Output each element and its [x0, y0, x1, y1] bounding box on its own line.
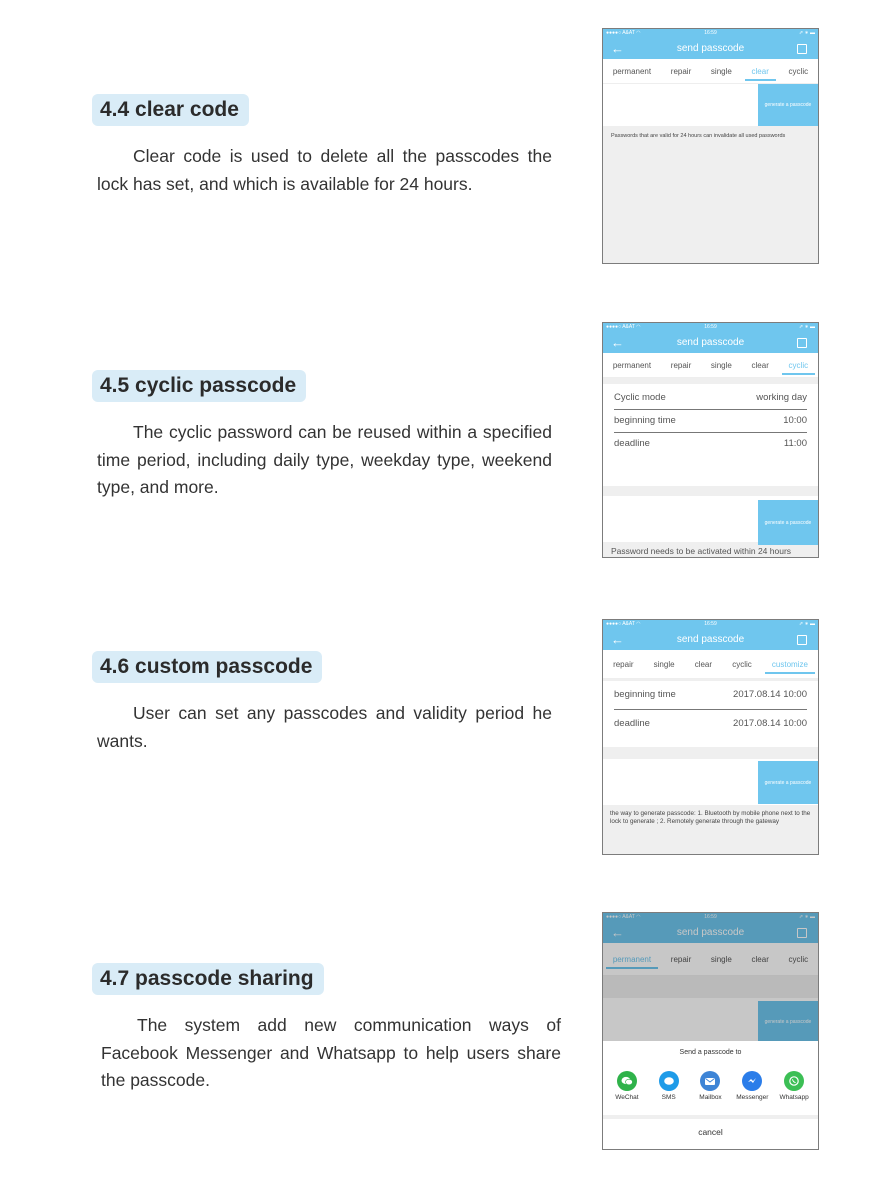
phone-screenshot-sharing [602, 912, 819, 1150]
tab-clear[interactable]: clear [751, 954, 769, 964]
share-whatsapp-label: Whatsapp [779, 1094, 809, 1101]
status-time: 16:59 [704, 914, 717, 920]
deadline-value: 11:00 [783, 438, 807, 449]
content-area [603, 84, 818, 264]
beginning-time-value: 2017.08.14 10:00 [733, 689, 807, 700]
share-app-list [603, 1071, 818, 1101]
edit-icon[interactable] [797, 635, 807, 645]
share-sms-label: SMS [661, 1094, 676, 1101]
section-body-custom-passcode: User can set any passcodes and validity period he wants. [97, 703, 552, 751]
tab-repair[interactable]: repair [670, 66, 692, 76]
cyclic-mode-label: Cyclic mode [614, 392, 666, 403]
tab-bar [603, 650, 818, 679]
status-bar [603, 323, 818, 332]
share-mailbox-label: Mailbox [699, 1094, 722, 1101]
generate-passcode-button[interactable]: generate a passcode [758, 1001, 818, 1043]
share-sheet [603, 1041, 818, 1149]
tab-bar [603, 353, 818, 378]
tab-customize[interactable]: customize [769, 660, 811, 669]
status-icons: ⇗ ∗ ▬ [798, 621, 815, 627]
status-icons: ⇗ ∗ ▬ [798, 914, 815, 920]
mailbox-icon [700, 1071, 720, 1091]
deadline-value: 2017.08.14 10:00 [733, 718, 807, 729]
section-body-clear-code: Clear code is used to delete all the passcodes the lock has set, and which is available for 24 hours. [97, 146, 552, 194]
form-panel [603, 681, 818, 747]
edit-icon[interactable] [797, 44, 807, 54]
carrier-label: ●●●●○ A&AT ◠ [606, 621, 641, 627]
generate-passcode-button[interactable]: generate a passcode [758, 761, 818, 804]
hint-text: Password needs to be activated within 24 hours [611, 546, 792, 556]
beginning-time-value: 10:00 [783, 415, 807, 426]
nav-bar [603, 332, 818, 353]
share-wechat-label: WeChat [615, 1094, 639, 1101]
back-arrow-icon[interactable]: ← [611, 925, 624, 940]
section-body-passcode-sharing: The system add new communication ways of Facebook Messenger and Whatsapp to help users share the passcode. [101, 1015, 561, 1090]
tab-clear[interactable]: clear [694, 659, 713, 669]
nav-title: send passcode [676, 43, 745, 54]
tab-repair[interactable]: repair [613, 659, 634, 669]
tab-permanent[interactable]: permanent [610, 955, 654, 964]
phone-screenshot-clear [602, 28, 819, 264]
status-time: 16:59 [704, 621, 717, 627]
phone-screenshot-cyclic [602, 322, 819, 558]
form-panel [603, 384, 818, 486]
status-icons: ⇗ ∗ ▬ [798, 30, 815, 36]
status-time: 16:59 [704, 324, 717, 330]
whatsapp-icon [784, 1071, 804, 1091]
tab-single[interactable]: single [653, 659, 675, 669]
cyclic-mode-field[interactable] [614, 387, 807, 410]
tab-cyclic[interactable]: cyclic [788, 66, 809, 76]
generate-passcode-button[interactable]: generate a passcode [758, 84, 818, 126]
share-messenger[interactable] [732, 1071, 772, 1101]
nav-bar [603, 38, 818, 59]
tab-permanent[interactable]: permanent [612, 360, 652, 370]
nav-title: send passcode [676, 634, 745, 645]
section-body-cyclic-passcode: The cyclic password can be reused within a specified time period, including daily type, weekday type, weekend type, and more. [97, 422, 552, 497]
section-title-cyclic-passcode: 4.5 cyclic passcode [92, 370, 306, 402]
beginning-time-field[interactable] [614, 410, 807, 433]
share-whatsapp[interactable] [774, 1071, 814, 1101]
status-icons: ⇗ ∗ ▬ [798, 324, 815, 330]
deadline-label: deadline [614, 438, 650, 449]
phone-screenshot-custom [602, 619, 819, 855]
tab-bar [603, 59, 818, 84]
section-title-clear-code: 4.4 clear code [92, 94, 249, 126]
section-title-passcode-sharing: 4.7 passcode sharing [92, 963, 324, 995]
content-area [603, 378, 818, 558]
tab-cyclic[interactable]: cyclic [788, 954, 809, 964]
share-wechat[interactable] [607, 1071, 647, 1101]
wechat-icon [617, 1071, 637, 1091]
tab-single[interactable]: single [710, 66, 732, 76]
tab-clear[interactable]: clear [749, 67, 772, 76]
cancel-button[interactable]: cancel [603, 1115, 818, 1149]
status-bar [603, 620, 818, 629]
carrier-label: ●●●●○ A&AT ◠ [606, 914, 641, 920]
tab-single[interactable]: single [710, 360, 732, 370]
share-mailbox[interactable] [690, 1071, 730, 1101]
status-time: 16:59 [704, 30, 717, 36]
content-area [603, 679, 818, 855]
tab-clear[interactable]: clear [751, 360, 769, 370]
hint-text: the way to generate passcode: 1. Bluetooth by mobile phone next to the lock to generate ; 2. Remotely generate through the gateway [610, 810, 811, 825]
carrier-label: ●●●●○ A&AT ◠ [606, 324, 641, 330]
tab-single[interactable]: single [710, 954, 732, 964]
generate-passcode-button[interactable]: generate a passcode [758, 500, 818, 545]
share-sms[interactable] [649, 1071, 689, 1101]
hint-text: Passwords that are valid for 24 hours can invalidate all used passwords [611, 133, 786, 139]
deadline-label: deadline [614, 718, 650, 729]
tab-cyclic[interactable]: cyclic [732, 659, 752, 669]
tab-permanent[interactable]: permanent [612, 66, 652, 76]
section-title-custom-passcode: 4.6 custom passcode [92, 651, 322, 683]
nav-title: send passcode [676, 337, 745, 348]
deadline-field[interactable] [614, 433, 807, 455]
beginning-time-field[interactable] [614, 681, 807, 710]
nav-title: send passcode [676, 927, 745, 938]
back-arrow-icon[interactable]: ← [611, 335, 624, 350]
share-messenger-label: Messenger [736, 1094, 769, 1101]
share-sheet-title: Send a passcode to [679, 1049, 742, 1056]
cyclic-mode-value: working day [756, 392, 807, 403]
tab-cyclic[interactable]: cyclic [786, 361, 812, 370]
tab-repair[interactable]: repair [670, 360, 692, 370]
status-bar [603, 29, 818, 38]
edit-icon[interactable] [797, 338, 807, 348]
sms-icon [659, 1071, 679, 1091]
deadline-field[interactable] [614, 710, 807, 738]
messenger-icon [742, 1071, 762, 1091]
nav-bar [603, 629, 818, 650]
beginning-time-label: beginning time [614, 689, 676, 700]
carrier-label: ●●●●○ A&AT ◠ [606, 30, 641, 36]
back-arrow-icon[interactable]: ← [611, 632, 624, 647]
beginning-time-label: beginning time [614, 415, 676, 426]
tab-repair[interactable]: repair [670, 954, 692, 964]
back-arrow-icon[interactable]: ← [611, 41, 624, 56]
